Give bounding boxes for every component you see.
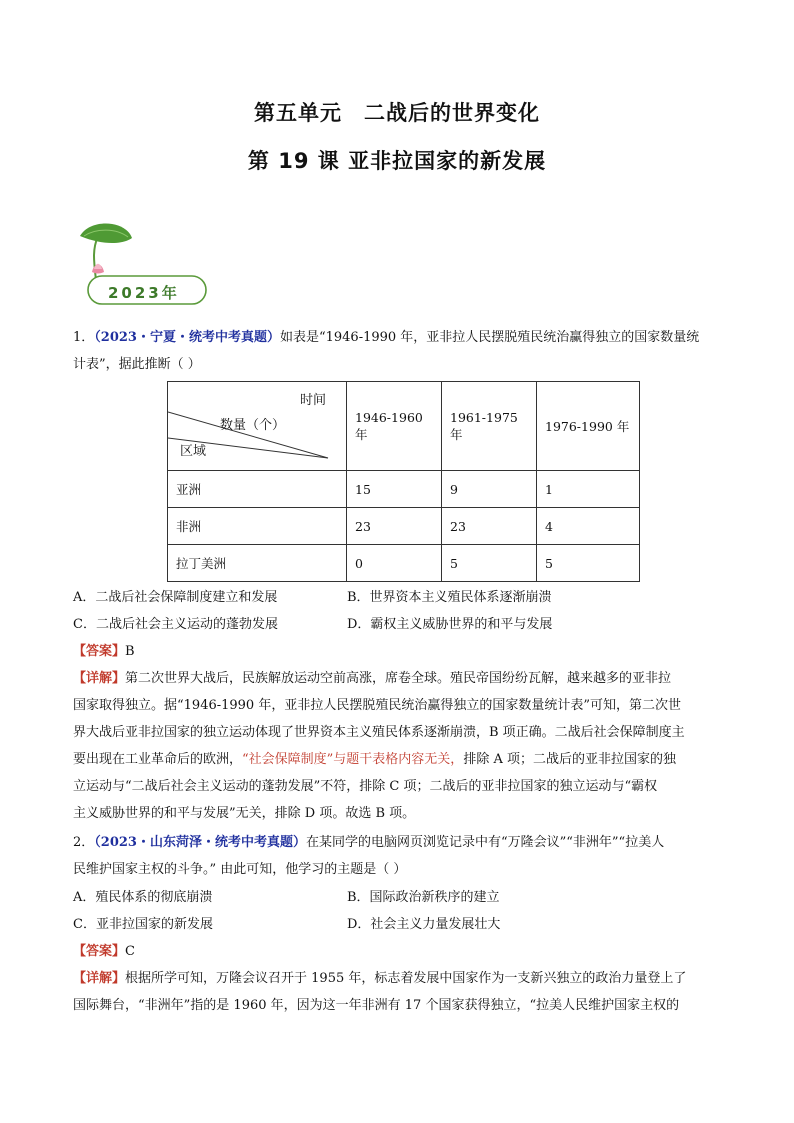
region-cell: 亚洲 <box>168 471 347 508</box>
explain-highlight: “社会保障制度”与题干表格内容无关， <box>242 752 464 767</box>
table-corner-cell <box>168 382 347 471</box>
table-row <box>168 508 640 545</box>
q2-stem <box>73 829 725 883</box>
table-row <box>168 545 640 582</box>
year-badge <box>74 222 214 308</box>
q1-text-1: 如表是“1946-1990 年，亚非拉人民摆脱殖民统治赢得独立的国家数量统 <box>279 330 700 345</box>
q1-option-d: D．霸权主义威胁世界的和平与发展 <box>347 617 553 632</box>
explain-line: 排除 A 项；二战后的亚非拉国家的独 <box>463 752 676 767</box>
q1-option-a: A．二战后社会保障制度建立和发展 <box>73 590 278 605</box>
value-cell: 1 <box>537 471 640 508</box>
q2-option-a: A．殖民体系的彻底崩溃 <box>73 890 213 905</box>
corner-time: 时间 <box>300 393 327 408</box>
q2-option-d: D．社会主义力量发展壮大 <box>347 917 501 932</box>
q1-option-b: B．世界资本主义殖民体系逐渐崩溃 <box>347 590 552 605</box>
q2-text-2: 民维护国家主权的斗争。” 由此可知，他学习的主题是（ ） <box>73 862 407 877</box>
unit-title: 第五单元 二战后的世界变化 <box>254 101 540 125</box>
q1-number: 1． <box>73 330 95 345</box>
q2-option-b: B．国际政治新秩序的建立 <box>347 890 500 905</box>
value-cell: 0 <box>347 545 442 582</box>
explain-line: 立运动与“二战后社会主义运动的蓬勃发展”不符，排除 C 项；二战后的亚非拉国家的独立运动与“霸权 <box>73 779 658 794</box>
answer-label: 【答案】 <box>73 644 126 659</box>
answer-label: 【答案】 <box>73 944 126 959</box>
value-cell: 5 <box>537 545 640 582</box>
explain-label: 【详解】 <box>73 971 126 986</box>
col-header: 1976-1990 年 <box>537 382 640 471</box>
value-cell: 4 <box>537 508 640 545</box>
table-row <box>168 471 640 508</box>
q1-answer <box>73 638 725 665</box>
explain-label: 【详解】 <box>73 671 126 686</box>
answer-value: C <box>125 944 135 959</box>
value-cell: 5 <box>442 545 537 582</box>
q1-table <box>167 381 640 582</box>
region-cell: 拉丁美洲 <box>168 545 347 582</box>
explain-line: 界大战后亚非拉国家的独立运动体现了世界资本主义殖民体系逐渐崩溃，B 项正确。二战后社会保障制度主 <box>73 725 685 740</box>
q2-text-1: 在某同学的电脑网页浏览记录中有“万隆会议”“非洲年”“拉美人 <box>305 835 665 850</box>
q2-explanation <box>73 965 725 1019</box>
col-header: 1946-1960 年 <box>347 382 442 471</box>
explain-line: 根据所学可知，万隆会议召开于 1955 年，标志着发展中国家作为一支新兴独立的政治力量登上了 <box>125 971 687 986</box>
value-cell: 23 <box>347 508 442 545</box>
corner-quantity: 数量（个） <box>220 418 286 433</box>
col-header: 1961-1975 年 <box>442 382 537 471</box>
value-cell: 9 <box>442 471 537 508</box>
explain-line: 主义威胁世界的和平与发展”无关，排除 D 项。故选 B 项。 <box>73 806 416 821</box>
q1-explanation <box>73 665 725 827</box>
table-header-row <box>168 382 640 471</box>
q2-source: （2023・山东菏泽・统考中考真题） <box>94 835 306 850</box>
answer-value: B <box>125 644 135 659</box>
lesson-title: 第 19 课 亚非拉国家的新发展 <box>247 149 547 173</box>
q2-answer <box>73 938 725 965</box>
q1-source: （2023・宁夏・统考中考真题） <box>94 330 280 345</box>
explain-line: 国家取得独立。据“1946-1990 年，亚非拉人民摆脱殖民统治赢得独立的国家数量统计表”可知，第二次世 <box>73 698 681 713</box>
explain-line: 国际舞台，“非洲年”指的是 1960 年，因为这一年非洲有 17 个国家获得独立，“拉美人民维护国家主权的 <box>73 998 680 1013</box>
q2-option-c: C．亚非拉国家的新发展 <box>73 917 213 932</box>
corner-region: 区域 <box>180 444 207 459</box>
value-cell: 15 <box>347 471 442 508</box>
explain-line: 要出现在工业革命后的欧洲， <box>73 752 243 767</box>
region-cell: 非洲 <box>168 508 347 545</box>
value-cell: 23 <box>442 508 537 545</box>
year-label: 2023年 <box>108 284 180 302</box>
q2-number: 2． <box>73 835 95 850</box>
q1-option-c: C．二战后社会主义运动的蓬勃发展 <box>73 617 278 632</box>
explain-line: 第二次世界大战后，民族解放运动空前高涨，席卷全球。殖民帝国纷纷瓦解，越来越多的亚非拉 <box>125 671 672 686</box>
q1-stem <box>73 324 725 378</box>
q1-text-2: 计表”，据此推断（ ） <box>73 357 201 372</box>
